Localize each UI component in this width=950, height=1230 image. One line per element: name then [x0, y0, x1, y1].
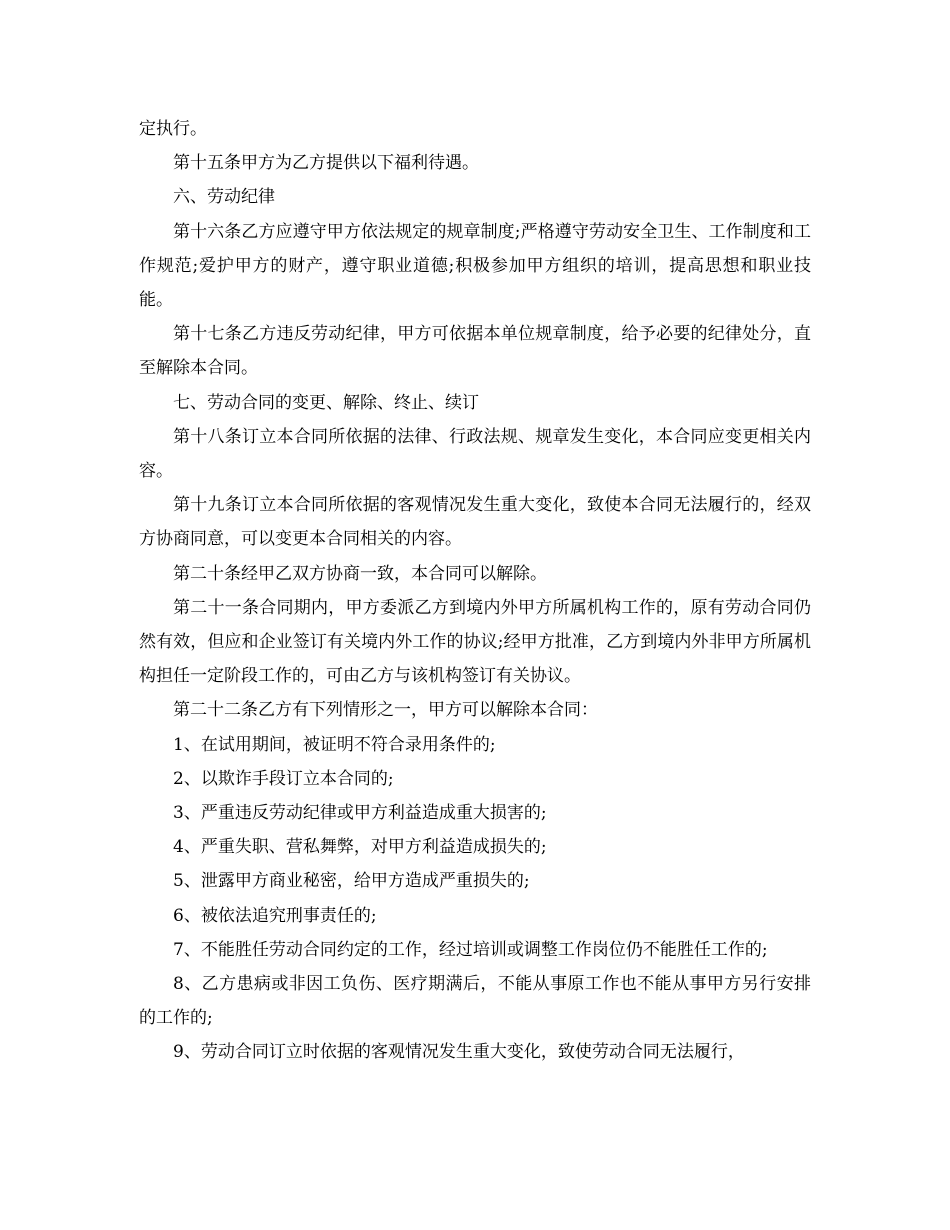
list-item-4: 4、严重失职、营私舞弊，对甲方利益造成损失的; [173, 837, 547, 858]
document-page [139, 112, 811, 1070]
paragraph-article-15: 第十五条甲方为乙方提供以下福利待遇。 [173, 153, 479, 174]
paragraph-article-18: 第十八条订立本合同所依据的法律、行政法规、规章发生变化，本合同应变更相关内容。 [139, 426, 811, 482]
list-item-7: 7、不能胜任劳动合同约定的工作，经过培训或调整工作岗位仍不能胜任工作的; [173, 939, 768, 960]
section-heading-contract-changes: 七、劳动合同的变更、解除、终止、续订 [173, 392, 479, 413]
paragraph-continuation: 定执行。 [139, 119, 207, 139]
list-item-6: 6、被依法追究刑事责任的; [173, 905, 377, 926]
list-item-3: 3、严重违反劳动纪律或甲方利益造成重大损害的; [173, 803, 547, 824]
list-item-2: 2、以欺诈手段订立本合同的; [173, 768, 394, 789]
list-item-5: 5、泄露甲方商业秘密，给甲方造成严重损失的; [173, 871, 530, 892]
paragraph-article-17: 第十七条乙方违反劳动纪律，甲方可依据本单位规章制度，给予必要的纪律处分，直至解除本合同。 [139, 324, 811, 379]
section-heading-labor-discipline: 六、劳动纪律 [173, 187, 275, 208]
list-item-8: 8、乙方患病或非因工负伤、医疗期满后，不能从事原工作也不能从事甲方另行安排的工作的; [139, 974, 811, 1029]
paragraph-article-22: 第二十二条乙方有下列情形之一，甲方可以解除本合同： [173, 700, 598, 721]
list-item-9: 9、劳动合同订立时依据的客观情况发生重大变化，致使劳动合同无法履行， [173, 1042, 745, 1063]
paragraph-article-20: 第二十条经甲乙双方协商一致，本合同可以解除。 [173, 563, 547, 584]
paragraph-article-19: 第十九条订立本合同所依据的客观情况发生重大变化，致使本合同无法履行的，经双方协商同意，可以变更本合同相关的内容。 [139, 495, 811, 550]
paragraph-article-21: 第二十一条合同期内，甲方委派乙方到境内外甲方所属机构工作的，原有劳动合同仍然有效，但应和企业签订有关境内外工作的协议;经甲方批准，乙方到境内外非甲方所属机构担任一定阶段工作的，可由乙方与该机构签订有关协议。 [139, 597, 811, 687]
paragraph-article-16: 第十六条乙方应遵守甲方依法规定的规章制度;严格遵守劳动安全卫生、工作制度和工作规范;爱护甲方的财产，遵守职业道德;积极参加甲方组织的培训，提高思想和职业技能。 [139, 221, 811, 311]
list-item-1: 1、在试用期间，被证明不符合录用条件的; [173, 734, 496, 755]
